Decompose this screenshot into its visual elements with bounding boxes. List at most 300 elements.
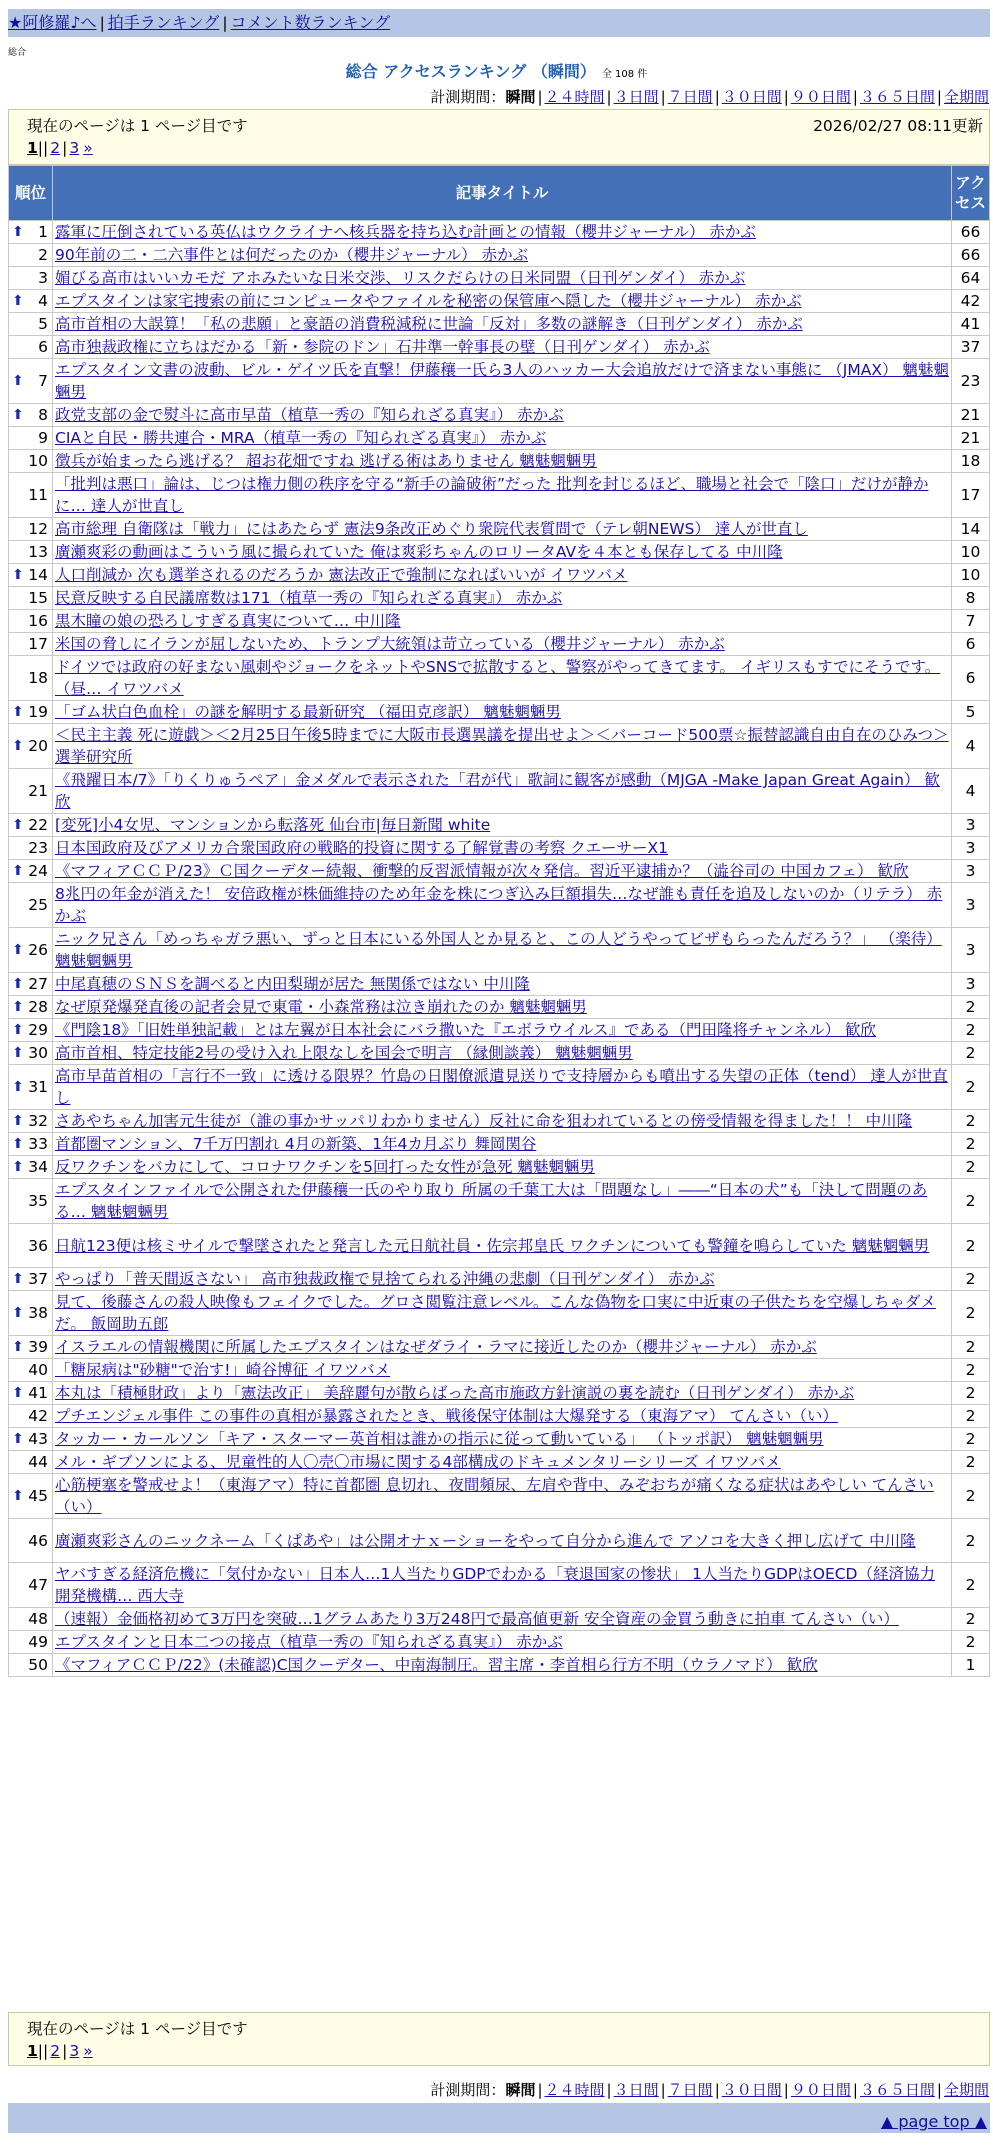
period-link[interactable]: ２４時間 <box>544 88 605 106</box>
article-link[interactable]: イスラエルの情報機関に所属したエプスタインはなぜダライ・ラマに接近したのか（櫻井ジャーナル） 赤かぶ <box>55 1338 817 1356</box>
current-page-info: 現在のページは 1 ページ目です <box>27 117 248 135</box>
rank-cell <box>9 1428 53 1451</box>
rank-number: 42 <box>28 1407 48 1425</box>
page-separator: | <box>62 139 68 157</box>
rank-number: 41 <box>28 1384 48 1402</box>
rank-cell <box>9 359 53 404</box>
table-row <box>9 610 990 633</box>
rank-number: 27 <box>28 975 48 993</box>
article-link[interactable]: 廣瀬爽彩さんのニックネーム「くぱあや」は公開オナｘーショーをやって自分から進んで アソコを大きく押し広げて 中川隆 <box>55 1531 916 1550</box>
article-link[interactable]: 心筋梗塞を警戒せよ！（東海アマ）特に首都圏 息切れ、夜間頻尿、左肩や背中、みぞおちが痛くなる症状はあやしい てんさい（い） <box>55 1476 934 1516</box>
rank-number: 1 <box>38 223 48 241</box>
rank-number: 19 <box>28 703 48 721</box>
up-arrow-icon: ⬆ <box>12 942 24 958</box>
access-count: 2 <box>952 1336 990 1359</box>
rank-number: 32 <box>28 1112 48 1130</box>
rank-number: 33 <box>28 1135 48 1153</box>
table-row <box>9 1065 990 1110</box>
access-count: 2 <box>952 1268 990 1291</box>
table-row <box>9 336 990 359</box>
rank-header: 順位 <box>9 166 53 221</box>
rank-number: 14 <box>28 566 48 584</box>
access-count: 6 <box>952 656 990 701</box>
table-row <box>9 221 990 244</box>
rank-number: 36 <box>28 1236 48 1255</box>
up-arrow-icon: ⬆ <box>12 1113 24 1129</box>
access-count: 6 <box>952 633 990 656</box>
table-row <box>9 473 990 518</box>
rank-cell <box>9 1451 53 1474</box>
period-separator: | <box>936 88 942 106</box>
article-link[interactable]: 《門陰18》「旧姓単独記載」とは左翼が日本社会にバラ撒いた『エボラウイルス』である（門田隆将チャンネル） 歓欣 <box>55 1021 877 1039</box>
rank-cell <box>9 1519 53 1563</box>
rank-cell <box>9 724 53 769</box>
access-count: 21 <box>952 404 990 427</box>
period-current: 瞬間 <box>505 2081 536 2099</box>
period-link[interactable]: ３６５日間 <box>859 88 935 106</box>
rank-cell <box>9 313 53 336</box>
article-link[interactable]: 廣瀬爽彩の動画はこういう風に撮られていた 俺は爽彩ちゃんのロリータAVを４本とも保存してる 中川隆 <box>55 543 783 561</box>
rank-number: 43 <box>28 1430 48 1448</box>
article-link[interactable]: CIAと自民・勝共連合・MRA（植草一秀の『知られざる真実』） 赤かぶ <box>55 429 547 447</box>
rank-number: 16 <box>28 612 48 630</box>
period-link[interactable]: ３日間 <box>613 88 659 106</box>
page-separator: | <box>43 139 49 157</box>
article-link[interactable]: エプスタインと日本二つの接点（植草一秀の『知られざる真実』） 赤かぶ <box>55 1633 563 1651</box>
period-link[interactable]: 全期間 <box>943 88 989 106</box>
title-cell <box>53 1065 952 1110</box>
article-link[interactable]: さあやちゃん加害元生徒が（誰の事かサッパリわかりません）反社に命を狙われているとの傍受情報を得ました！！ 中川隆 <box>55 1112 913 1130</box>
bottom-bar <box>8 2103 990 2133</box>
title-cell <box>53 1631 952 1654</box>
period-link[interactable]: ９０日間 <box>790 88 851 106</box>
period-separator: | <box>852 2081 858 2099</box>
rank-cell <box>9 769 53 814</box>
title-cell <box>53 1405 952 1428</box>
access-count: 3 <box>952 883 990 928</box>
nav-link-comment-ranking[interactable]: コメント数ランキング <box>230 13 391 32</box>
nav-separator: | <box>222 14 228 32</box>
access-count: 2 <box>952 1563 990 1608</box>
table-row <box>9 267 990 290</box>
access-count: 2 <box>952 1156 990 1179</box>
title-cell <box>53 1156 952 1179</box>
article-link[interactable]: 8兆円の年金が消えた！ 安倍政権が株価維持のため年金を株につぎ込み巨額損失…なぜ誰も責任を追及しないのか（リテラ） 赤かぶ <box>55 885 943 925</box>
rank-number: 10 <box>28 452 48 470</box>
access-count: 3 <box>952 973 990 996</box>
current-page-info-bottom: 現在のページは 1 ページ目です <box>27 2020 248 2038</box>
rank-number: 9 <box>38 429 48 447</box>
title-cell <box>53 973 952 996</box>
title-cell <box>53 518 952 541</box>
article-link[interactable]: やっぱり「普天間返さない」 高市独裁政権で見捨てられる沖縄の悲劇（日刊ゲンダイ） 赤かぶ <box>55 1270 715 1288</box>
period-separator: | <box>783 2081 789 2099</box>
table-row <box>9 1474 990 1519</box>
rank-number: 7 <box>38 372 48 390</box>
access-count: 23 <box>952 359 990 404</box>
rank-cell <box>9 1179 53 1224</box>
rank-cell <box>9 860 53 883</box>
ranking-table <box>8 165 990 1677</box>
rank-number: 11 <box>28 486 48 504</box>
rank-cell <box>9 1019 53 1042</box>
article-link[interactable]: 米国の脅しにイランが屈しないため、トランプ大統領は苛立っている（櫻井ジャーナル） 赤かぶ <box>55 635 725 653</box>
table-row <box>9 1179 990 1224</box>
period-link[interactable]: ３０日間 <box>721 2081 782 2099</box>
table-row <box>9 1428 990 1451</box>
title-cell <box>53 1563 952 1608</box>
title-cell <box>53 244 952 267</box>
rank-cell <box>9 1110 53 1133</box>
article-link[interactable]: 「批判は悪口」論は、じつは権力側の秩序を守る“新手の論破術”だった 批判を封じるほど、職場と社会で「陰口」だけが静かに… 達人が世直し <box>55 475 929 515</box>
pager-bottom <box>8 2012 990 2066</box>
table-row <box>9 427 990 450</box>
period-separator: | <box>852 88 858 106</box>
up-arrow-icon: ⬆ <box>12 407 24 423</box>
up-arrow-icon: ⬆ <box>12 1022 24 1038</box>
rank-number: 26 <box>28 941 48 959</box>
title-cell <box>53 404 952 427</box>
article-link[interactable]: 徴兵が始まったら逃げる？ 超お花畑ですね 逃げる術はありません 魑魅魍魎男 <box>55 452 597 470</box>
page-links-bottom <box>27 2042 95 2060</box>
article-link[interactable]: 日航123便は核ミサイルで撃墜されたと発言した元日航社員・佐宗邦皇氏 ワクチンについても警鐘を鳴らしていた 魑魅魍魎男 <box>55 1236 930 1255</box>
table-row <box>9 1451 990 1474</box>
access-count: 2 <box>952 1291 990 1336</box>
article-link[interactable]: 黒木瞳の娘の恐ろしすぎる真実について… 中川隆 <box>55 612 401 630</box>
up-arrow-icon: ⬆ <box>12 1488 24 1504</box>
article-link[interactable]: 人口削減か 次も選挙されるのだろうか 憲法改正で強制になればいいが イワツバメ <box>55 566 628 584</box>
rank-number: 40 <box>28 1361 48 1379</box>
up-arrow-icon: ⬆ <box>12 976 24 992</box>
table-row <box>9 1405 990 1428</box>
title-cell <box>53 610 952 633</box>
up-arrow-icon: ⬆ <box>12 817 24 833</box>
title-cell <box>53 1474 952 1519</box>
rank-cell <box>9 290 53 313</box>
table-row <box>9 1608 990 1631</box>
item-count: 全 108 件 <box>601 69 648 80</box>
article-link[interactable]: ドイツでは政府の好まない風刺やジョークをネットやSNSで拡散すると、警察がやってきてます。 イギリスもすでにそうです。（昼… イワツバメ <box>55 658 941 698</box>
table-row <box>9 1133 990 1156</box>
article-link[interactable]: 《飛躍日本/7》「りくりゅうペア」金メダルで表示された「君が代」歌詞に観客が感動（MJGA -Make Japan Great Again） 歓欣 <box>55 771 940 811</box>
page-top-link[interactable]: ▲ page top ▲ <box>880 2112 987 2131</box>
page-current: 1 <box>27 2042 38 2060</box>
title-cell <box>53 1359 952 1382</box>
page-separator: | <box>62 2042 68 2060</box>
ranking-body <box>9 221 990 1677</box>
access-count: 2 <box>952 996 990 1019</box>
access-count: 5 <box>952 701 990 724</box>
access-count: 2 <box>952 1110 990 1133</box>
title-cell <box>53 860 952 883</box>
access-count: 66 <box>952 244 990 267</box>
period-separator: | <box>936 2081 942 2099</box>
access-count: 2 <box>952 1608 990 1631</box>
access-count: 2 <box>952 1428 990 1451</box>
access-count: 2 <box>952 1519 990 1563</box>
article-link[interactable]: 90年前の二・二六事件とは何だったのか（櫻井ジャーナル） 赤かぶ <box>55 246 529 264</box>
title-cell <box>53 837 952 860</box>
updated-timestamp: 2026/02/27 08:11更新 <box>813 117 983 135</box>
article-link[interactable]: [変死]小4女児、マンションから転落死 仙台市|毎日新聞 white <box>55 816 491 834</box>
period-link[interactable]: ７日間 <box>667 88 713 106</box>
article-link[interactable]: エプスタインは家宅捜索の前にコンピュータやファイルを秘密の保管庫へ隠した（櫻井ジャーナル） 赤かぶ <box>55 292 802 310</box>
access-count: 2 <box>952 1631 990 1654</box>
table-row <box>9 1291 990 1336</box>
table-row <box>9 1019 990 1042</box>
title-cell <box>53 1268 952 1291</box>
up-arrow-icon: ⬆ <box>12 999 24 1015</box>
rank-number: 44 <box>28 1453 48 1471</box>
period-link[interactable]: ２４時間 <box>544 2081 605 2099</box>
up-arrow-icon: ⬆ <box>12 567 24 583</box>
access-count: 10 <box>952 541 990 564</box>
table-row <box>9 541 990 564</box>
access-count: 2 <box>952 1451 990 1474</box>
article-link[interactable]: エプスタイン文書の波動、ビル・ゲイツ氏を直撃！伊藤穰一氏ら3人のハッカー大会追放だけで済まない事態に （JMAX） 魑魅魍魎男 <box>55 361 949 401</box>
rank-cell <box>9 518 53 541</box>
rank-cell <box>9 973 53 996</box>
nav-link-applause-ranking[interactable]: 拍手ランキング <box>107 13 220 32</box>
rank-cell <box>9 1224 53 1268</box>
article-link[interactable]: 「ゴム状白色血栓」の謎を解明する最新研究 （福田克彦訳） 魑魅魍魎男 <box>55 703 561 721</box>
article-link[interactable]: プチエンジェル事件 この事件の真相が暴露されたとき、戦後保守体制は大爆発する（東海アマ） てんさい（い） <box>55 1407 838 1425</box>
table-row <box>9 290 990 313</box>
access-count: 2 <box>952 1065 990 1110</box>
page-link[interactable]: 2 <box>50 2042 61 2060</box>
article-link[interactable]: 《マフィアＣＣＰ/23》Ｃ国クーデター続報、衝撃的反習派情報が次々発信。習近平逮捕か？（澁谷司の 中国カフェ） 歓欣 <box>55 862 909 880</box>
title-cell <box>53 1042 952 1065</box>
access-count: 2 <box>952 1474 990 1519</box>
table-row <box>9 1110 990 1133</box>
page-link[interactable]: 3 <box>69 2042 80 2060</box>
table-row <box>9 837 990 860</box>
period-link[interactable]: 全期間 <box>943 2081 989 2099</box>
table-row <box>9 1359 990 1382</box>
title-cell <box>53 267 952 290</box>
article-link[interactable]: 高市総理 自衛隊は「戦力」にはあたらず 憲法9条改正めぐり衆院代表質問で（テレ朝NEWS） 達人が世直し <box>55 520 808 538</box>
rank-cell <box>9 1065 53 1110</box>
access-header: アクセス <box>952 166 990 221</box>
rank-number: 21 <box>28 782 48 800</box>
title-cell <box>53 996 952 1019</box>
page-title <box>0 59 993 82</box>
access-count: 1 <box>952 1654 990 1677</box>
period-separator: | <box>660 2081 666 2099</box>
access-count: 2 <box>952 1179 990 1224</box>
article-link[interactable]: 高市首相の大誤算！「私の悲願」と豪語の消費税減税に世論「反対」多数の謎解き（日刊ゲンダイ） 赤かぶ <box>55 315 803 333</box>
access-count: 37 <box>952 336 990 359</box>
rank-cell <box>9 883 53 928</box>
article-link[interactable]: ヤバすぎる経済危機に「気付かない」日本人…1人当たりGDPでわかる「衰退国家の惨状」 1人当たりGDPはOECD（経済協力開発機構… 西大寺 <box>55 1565 935 1605</box>
rank-cell <box>9 1654 53 1677</box>
rank-cell <box>9 1268 53 1291</box>
table-row <box>9 656 990 701</box>
title-cell <box>53 290 952 313</box>
period-label: 計測期間： <box>430 2081 506 2099</box>
page-link[interactable]: » <box>83 139 93 157</box>
table-row <box>9 1224 990 1268</box>
period-current: 瞬間 <box>505 88 536 106</box>
access-count: 2 <box>952 1359 990 1382</box>
period-link[interactable]: ７日間 <box>667 2081 713 2099</box>
period-separator: | <box>714 88 720 106</box>
title-cell <box>53 359 952 404</box>
title-cell <box>53 313 952 336</box>
access-count: 2 <box>952 1042 990 1065</box>
table-row <box>9 996 990 1019</box>
rank-number: 13 <box>28 543 48 561</box>
article-link[interactable]: 政党支部の金で熨斗に高市早苗（植草一秀の『知られざる真実』） 赤かぶ <box>55 406 564 424</box>
table-row <box>9 1042 990 1065</box>
article-link[interactable]: 民意反映する自民議席数は171（植草一秀の『知られざる真実』） 赤かぶ <box>55 589 563 607</box>
access-count: 3 <box>952 814 990 837</box>
title-cell <box>53 883 952 928</box>
title-cell <box>53 1428 952 1451</box>
page-separator: | <box>37 2042 44 2060</box>
nav-link-asyura[interactable]: ★阿修羅♪へ <box>8 13 97 32</box>
article-link[interactable]: 高市早苗首相の「言行不一致」に透ける限界？竹島の日閣僚派遣見送りで支持層からも噴出する失望の正体（tend） 達人が世直し <box>55 1067 948 1107</box>
article-link[interactable]: タッカー・カールソン「キア・スターマー英首相は誰かの指示に従って動いている」 （トッポ訳） 魑魅魍魎男 <box>55 1430 824 1448</box>
table-row <box>9 701 990 724</box>
table-row <box>9 587 990 610</box>
article-link[interactable]: エプスタインファイルで公開された伊藤穰一氏のやり取り 所属の千葉工大は「問題なし」――“日本の犬”も「決して問題のある… 魑魅魍魎男 <box>55 1181 928 1221</box>
table-row <box>9 313 990 336</box>
period-separator: | <box>537 88 543 106</box>
table-row <box>9 518 990 541</box>
period-link[interactable]: ３日間 <box>613 2081 659 2099</box>
article-link[interactable]: 高市独裁政権に立ちはだかる「新・参院のドン」石井準一幹事長の壁（日刊ゲンダイ） 赤かぶ <box>55 338 710 356</box>
title-cell <box>53 1133 952 1156</box>
table-row <box>9 1519 990 1563</box>
access-count: 3 <box>952 860 990 883</box>
page-link[interactable]: 3 <box>69 139 80 157</box>
period-separator: | <box>537 2081 543 2099</box>
rank-cell <box>9 1631 53 1654</box>
access-count: 10 <box>952 564 990 587</box>
article-link[interactable]: 「糖尿病は"砂糖"で治す!」崎谷博征 イワツバメ <box>55 1361 391 1379</box>
title-cell <box>53 1382 952 1405</box>
page-link[interactable]: 2 <box>50 139 61 157</box>
article-link[interactable]: 高市首相、特定技能2号の受け入れ上限なしを国会で明言 （縁側談義） 魑魅魍魎男 <box>55 1044 633 1062</box>
rank-cell <box>9 928 53 973</box>
article-link[interactable]: ＜民主主義 死に遊戯＞＜2月25日午後5時までに大阪市長選異議を提出せよ＞＜バーコード500票☆振替認識自由自在のひみつ＞ 選挙研究所 <box>55 726 949 766</box>
rank-cell <box>9 1608 53 1631</box>
access-count: 18 <box>952 450 990 473</box>
title-cell <box>53 769 952 814</box>
rank-number: 50 <box>28 1656 48 1674</box>
rank-cell <box>9 1291 53 1336</box>
rank-number: 3 <box>38 269 48 287</box>
article-link[interactable]: 見て、後藤さんの殺人映像もフェイクでした。グロさ閲覧注意レベル。こんな偽物を口実に中近東の子供たちを空爆しちゃダメだ。 飯岡助五郎 <box>55 1293 936 1333</box>
period-separator: | <box>714 2081 720 2099</box>
article-link[interactable]: 媚びる高市はいいカモだ アホみたいな日米交渉、リスクだらけの日米同盟（日刊ゲンダイ） 赤かぶ <box>55 269 746 287</box>
table-row <box>9 1631 990 1654</box>
rank-cell <box>9 473 53 518</box>
table-row <box>9 973 990 996</box>
article-link[interactable]: （速報）金価格初めて3万円を突破…1グラムあたり3万248円で最高値更新 安全資産の金買う動きに拍車 てんさい（い） <box>55 1610 899 1628</box>
period-link[interactable]: ９０日間 <box>790 2081 851 2099</box>
rank-cell <box>9 404 53 427</box>
rank-cell <box>9 267 53 290</box>
access-count: 2 <box>952 1382 990 1405</box>
rank-number: 23 <box>28 839 48 857</box>
up-arrow-icon: ⬆ <box>12 1045 24 1061</box>
article-link[interactable]: 《マフィアＣＣＰ/22》(未確認)C国クーデター、中南海制圧。習主席・李首相ら行方不明（ウラノマド） 歓欣 <box>55 1656 818 1674</box>
up-arrow-icon: ⬆ <box>12 1271 24 1287</box>
access-count: 66 <box>952 221 990 244</box>
article-link[interactable]: 反ワクチンをバカにして、コロナワクチンを5回打った女性が急死 魑魅魍魎男 <box>55 1158 595 1176</box>
table-row <box>9 769 990 814</box>
access-count: 17 <box>952 473 990 518</box>
title-cell <box>53 724 952 769</box>
rank-number: 2 <box>38 246 48 264</box>
title-cell <box>53 427 952 450</box>
rank-number: 8 <box>38 406 48 424</box>
article-link[interactable]: なぜ原発爆発直後の記者会見で東電・小森常務は泣き崩れたのか 魑魅魍魎男 <box>55 998 587 1016</box>
title-cell <box>53 1179 952 1224</box>
rank-number: 12 <box>28 520 48 538</box>
rank-number: 45 <box>28 1487 48 1505</box>
article-link[interactable]: メル・ギブソンによる、児童性的人〇売〇市場に関する4部構成のドキュメンタリーシリーズ イワツバメ <box>55 1453 781 1471</box>
table-row <box>9 564 990 587</box>
table-row <box>9 244 990 267</box>
article-link[interactable]: ニック兄さん「めっちゃガラ悪い、ずっと日本にいる外国人とか見ると、この人どうやってビザもらったんだろう？」 （楽待） 魑魅魍魎男 <box>55 930 942 970</box>
up-arrow-icon: ⬆ <box>12 1339 24 1355</box>
page-link[interactable]: » <box>83 2042 93 2060</box>
rank-cell <box>9 814 53 837</box>
rank-cell <box>9 1336 53 1359</box>
table-row <box>9 1654 990 1677</box>
title-cell <box>53 1336 952 1359</box>
title-cell <box>53 541 952 564</box>
title-cell <box>53 928 952 973</box>
access-count: 4 <box>952 769 990 814</box>
rank-number: 35 <box>28 1192 48 1210</box>
period-link[interactable]: ３６５日間 <box>859 2081 935 2099</box>
access-count: 2 <box>952 1405 990 1428</box>
up-arrow-icon: ⬆ <box>12 1136 24 1152</box>
table-row <box>9 724 990 769</box>
table-row <box>9 1156 990 1179</box>
title-cell <box>53 814 952 837</box>
rank-cell <box>9 1156 53 1179</box>
rank-number: 25 <box>28 896 48 914</box>
table-header-row <box>9 166 990 221</box>
period-link[interactable]: ３０日間 <box>721 88 782 106</box>
article-link[interactable]: 日本国政府及びアメリカ合衆国政府の戦略的投資に関する了解覚書の考察 クエーサーX1 <box>55 839 669 857</box>
article-link[interactable]: 首都圏マンション、7千万円割れ 4月の新築、1年4カ月ぶり 舞岡関谷 <box>55 1135 537 1153</box>
rank-number: 34 <box>28 1158 48 1176</box>
rank-cell <box>9 1474 53 1519</box>
article-link[interactable]: 本丸は「積極財政」より「憲法改正」 美辞麗句が散らばった高市施政方針演説の裏を読む（日刊ゲンダイ） 赤かぶ <box>55 1384 855 1402</box>
table-row <box>9 1563 990 1608</box>
rank-number: 48 <box>28 1610 48 1628</box>
up-arrow-icon: ⬆ <box>12 1305 24 1321</box>
table-row <box>9 860 990 883</box>
title-cell <box>53 473 952 518</box>
period-separator: | <box>606 88 612 106</box>
rank-number: 22 <box>28 816 48 834</box>
rank-cell <box>9 336 53 359</box>
rank-number: 38 <box>28 1304 48 1322</box>
article-link[interactable]: 露軍に圧倒されている英仏はウクライナへ核兵器を持ち込む計画との情報（櫻井ジャーナル） 赤かぶ <box>55 223 756 241</box>
category-label: 総合 <box>8 48 27 58</box>
article-link[interactable]: 中尾真穂のＳＮＳを調べると内田梨瑚が居た 無関係ではない 中川隆 <box>55 975 530 993</box>
rank-number: 24 <box>28 862 48 880</box>
table-row <box>9 450 990 473</box>
period-selector-bottom <box>430 2079 989 2100</box>
